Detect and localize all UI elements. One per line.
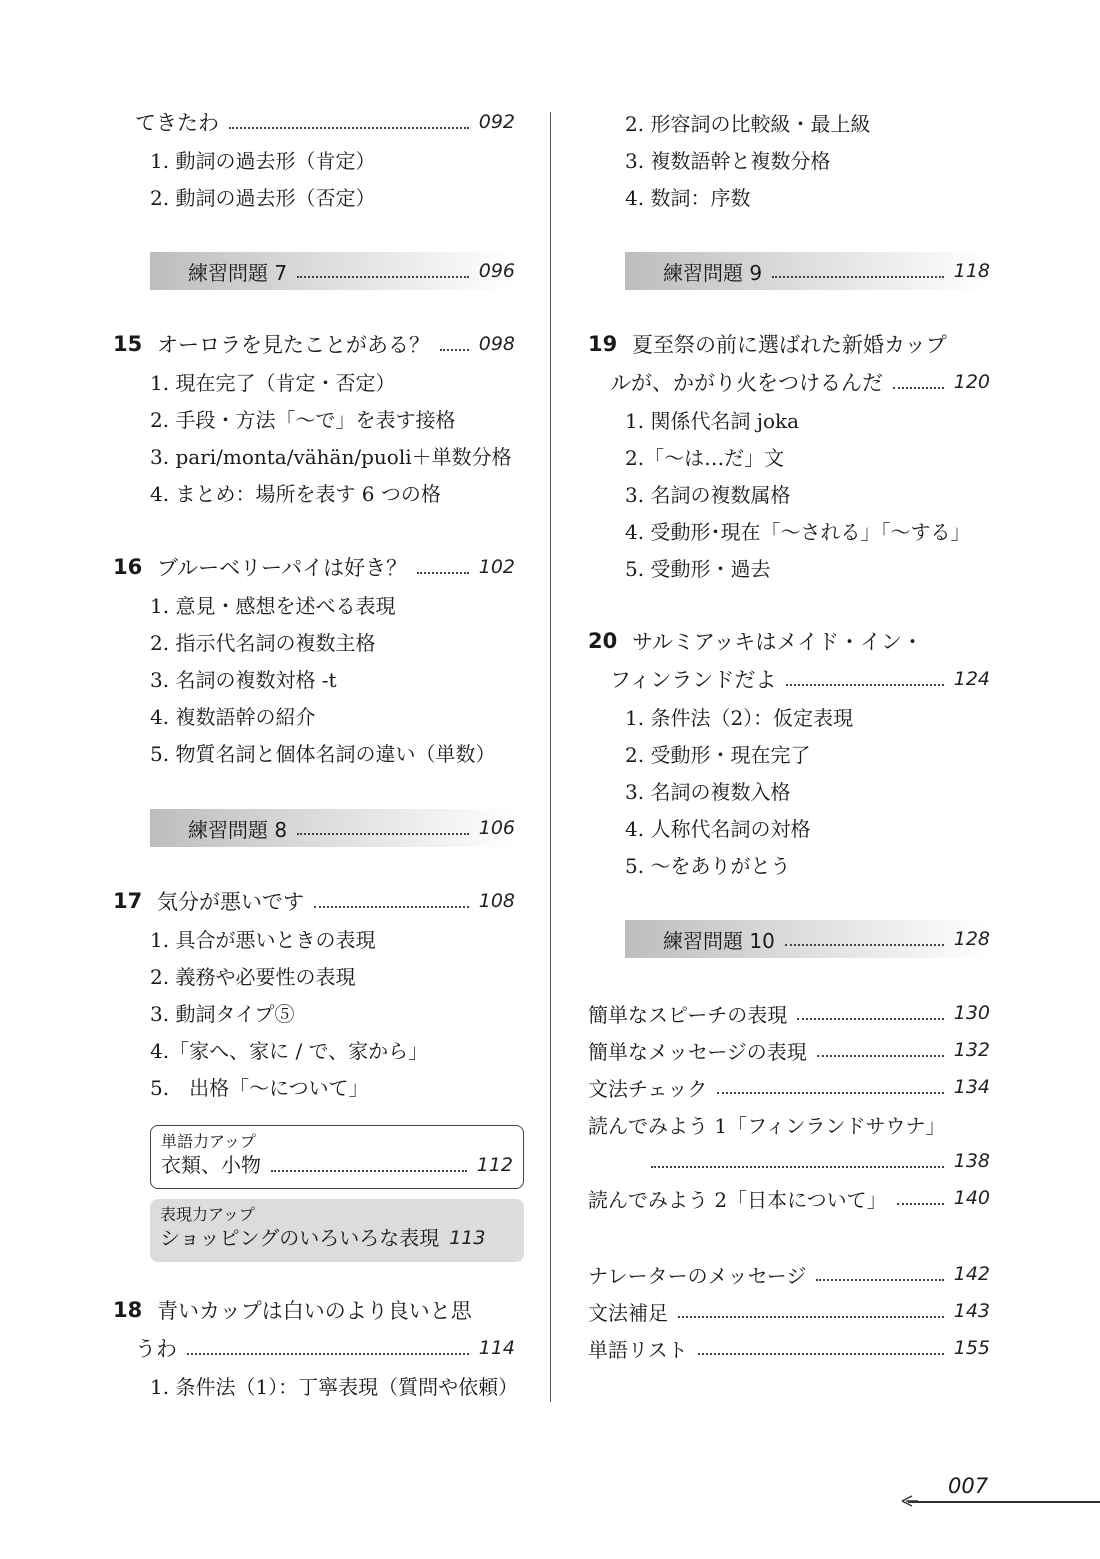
page-ref: 142 — [953, 1263, 990, 1285]
sub-item: 4. 数詞：序数 — [625, 185, 751, 210]
exercise-label: 練習問題 8 — [188, 817, 288, 842]
leader-dots — [187, 1353, 469, 1355]
lesson-20-heading-cont[interactable] — [610, 661, 990, 697]
leader-dots — [229, 127, 469, 129]
leader-dots — [678, 1316, 944, 1318]
sub-item: 2. 指示代名詞の複数主格 — [150, 630, 376, 655]
expression-box[interactable] — [150, 1199, 524, 1262]
box-title: ショッピングのいろいろな表現 — [160, 1226, 440, 1250]
page-ref: 134 — [953, 1076, 990, 1098]
lesson-number: 15 — [113, 332, 143, 356]
appendix-entry[interactable] — [588, 1293, 990, 1329]
appendix-entry[interactable] — [588, 1330, 990, 1366]
lesson-title: 気分が悪いです — [157, 890, 304, 914]
sub-item: 4. 受動形･現在「～される」「～する」 — [625, 519, 971, 544]
sub-item: 1. 関係代名詞 joka — [625, 408, 800, 433]
sub-item: 1. 意見・感想を述べる表現 — [150, 593, 396, 618]
exercise-label: 練習問題 10 — [663, 928, 775, 953]
sub-item: 5. ～をありがとう — [625, 853, 791, 878]
page-ref: 092 — [478, 111, 515, 133]
page-ref: 113 — [449, 1227, 486, 1249]
lesson-title: オーロラを見たことがある？ — [157, 333, 430, 357]
lesson-title-cont: うわ — [135, 1337, 177, 1361]
sub-item: 2. 手段・方法「～で」を表す接格 — [150, 407, 456, 432]
leader-dots — [297, 833, 469, 835]
sub-item: 4. 複数語幹の紹介 — [150, 704, 316, 729]
lesson-20-heading[interactable] — [588, 623, 923, 659]
sub-item: 4.「家へ、家に / で、家から」 — [150, 1038, 429, 1063]
sub-item: 5. 出格「～について」 — [150, 1075, 369, 1100]
sub-item: 2. 義務や必要性の表現 — [150, 964, 356, 989]
lesson-19-heading[interactable] — [588, 326, 947, 362]
appendix-entry[interactable] — [588, 995, 990, 1031]
sub-item: 3. 動詞タイプ⑤ — [150, 1001, 295, 1026]
leader-dots — [271, 1170, 467, 1172]
leader-dots — [698, 1353, 944, 1355]
page-ref: 096 — [478, 260, 515, 282]
entry-title: 文法チェック — [588, 1076, 708, 1101]
lesson-number: 18 — [113, 1298, 143, 1322]
sub-item: 2. 動詞の過去形（否定） — [150, 185, 376, 210]
exercise-band-10[interactable] — [625, 920, 990, 958]
page-ref: 124 — [953, 668, 990, 690]
vocab-box[interactable] — [150, 1125, 524, 1189]
leader-dots — [772, 276, 944, 278]
sub-item: 1. 条件法（2）：仮定表現 — [625, 705, 854, 730]
lesson-number: 16 — [113, 555, 143, 579]
page-ref: 102 — [478, 556, 515, 578]
entry-title: 文法補足 — [588, 1300, 668, 1325]
arrow-ornament-icon — [900, 1493, 920, 1509]
lesson-number: 19 — [588, 332, 618, 356]
page-ref: 143 — [953, 1300, 990, 1322]
leader-dots — [893, 387, 944, 389]
reading-1-page-line[interactable] — [651, 1143, 990, 1179]
leader-dots — [816, 1279, 943, 1281]
page-ref: 140 — [953, 1187, 990, 1209]
entry-title: 簡単なメッセージの表現 — [588, 1039, 807, 1064]
sub-item: 3. 名詞の複数属格 — [625, 482, 791, 507]
lesson-18-heading[interactable] — [113, 1292, 472, 1328]
lesson-15-heading[interactable] — [113, 326, 515, 362]
exercise-band-9[interactable] — [625, 252, 990, 290]
toc-entry-cont[interactable] — [135, 104, 515, 140]
page-footer — [900, 1470, 1100, 1510]
box-small-label: 単語力アップ — [161, 1132, 256, 1151]
lesson-17-heading[interactable] — [113, 883, 515, 919]
sub-item: 1. 動詞の過去形（肯定） — [150, 148, 376, 173]
lesson-number: 17 — [113, 889, 143, 913]
box-small-label: 表現力アップ — [160, 1205, 255, 1224]
sub-item: 2.「～は…だ」文 — [625, 445, 785, 470]
lesson-title: ブルーベリーパイは好き？ — [157, 556, 408, 580]
sub-item: 5. 物質名詞と個体名詞の違い（単数） — [150, 741, 496, 766]
lesson-19-heading-cont[interactable] — [610, 364, 990, 400]
sub-item: 1. 具合が悪いときの表現 — [150, 927, 376, 952]
page-ref: 128 — [953, 928, 990, 950]
lesson-title-cont: ルが、かがり火をつけるんだ — [610, 371, 883, 395]
lesson-16-heading[interactable] — [113, 549, 515, 585]
column-divider — [550, 112, 551, 1402]
footer-rule — [908, 1501, 1100, 1503]
leader-dots — [440, 349, 469, 351]
sub-item: 3. 複数語幹と複数分格 — [625, 148, 831, 173]
page-ref: 112 — [476, 1154, 513, 1176]
entry-title: 読んでみよう 2「日本について」 — [588, 1187, 887, 1212]
leader-dots — [717, 1092, 943, 1094]
page-ref: 138 — [953, 1150, 990, 1172]
page-ref: 098 — [478, 333, 515, 355]
page-ref: 114 — [478, 1337, 515, 1359]
leader-dots — [897, 1203, 944, 1205]
sub-item: 4. まとめ：場所を表す 6 つの格 — [150, 481, 441, 506]
page-ref: 118 — [953, 260, 990, 282]
lesson-title: サルミアッキはメイド・イン・ — [632, 630, 924, 654]
leader-dots — [651, 1166, 944, 1168]
lesson-title: 夏至祭の前に選ばれた新婚カップ — [632, 333, 947, 357]
page-ref: 108 — [478, 890, 515, 912]
sub-item: 5. 受動形・過去 — [625, 556, 771, 581]
entry-title: ナレーターのメッセージ — [588, 1263, 807, 1288]
sub-item: 4. 人称代名詞の対格 — [625, 816, 811, 841]
lesson-18-heading-cont[interactable] — [135, 1330, 515, 1366]
sub-item: 2. 受動形・現在完了 — [625, 742, 811, 767]
page-ref: 132 — [953, 1039, 990, 1061]
leader-dots — [314, 906, 469, 908]
appendix-entry[interactable] — [588, 1256, 990, 1292]
exercise-band-8[interactable] — [150, 809, 515, 847]
reading-2-entry[interactable] — [588, 1180, 990, 1216]
sub-item: 1. 現在完了（肯定・否定） — [150, 370, 396, 395]
leader-dots — [297, 276, 469, 278]
leader-dots — [786, 684, 943, 686]
sub-item: 3. 名詞の複数対格 -t — [150, 667, 337, 692]
leader-dots — [817, 1055, 944, 1057]
leader-dots — [797, 1018, 944, 1020]
exercise-label: 練習問題 7 — [188, 260, 288, 285]
page-ref: 120 — [953, 371, 990, 393]
entry-title: 簡単なスピーチの表現 — [588, 1002, 788, 1027]
leader-dots — [785, 944, 944, 946]
exercise-band-7[interactable] — [150, 252, 515, 290]
entry-title: 単語リスト — [588, 1337, 688, 1362]
page-ref: 106 — [478, 817, 515, 839]
box-title: 衣類、小物 — [161, 1153, 261, 1177]
entry-title: てきたわ — [135, 111, 219, 135]
page-ref: 130 — [953, 1002, 990, 1024]
appendix-entry[interactable] — [588, 1069, 990, 1105]
reading-1-title[interactable]: 読んでみよう 1「フィンランドサウナ」 — [588, 1113, 946, 1138]
lesson-title-cont: フィンランドだよ — [610, 668, 777, 692]
leader-dots — [417, 572, 469, 574]
lesson-title: 青いカップは白いのより良いと思 — [157, 1299, 472, 1323]
sub-item: 1. 条件法（1）：丁寧表現（質問や依頼） — [150, 1374, 519, 1399]
exercise-label: 練習問題 9 — [663, 260, 763, 285]
page-number: 007 — [948, 1474, 989, 1498]
sub-item: 3. pari/monta/vähän/puoli＋単数分格 — [150, 444, 512, 469]
lesson-number: 20 — [588, 629, 618, 653]
appendix-entry[interactable] — [588, 1032, 990, 1068]
sub-item: 2. 形容詞の比較級・最上級 — [625, 111, 871, 136]
page-ref: 155 — [953, 1337, 990, 1359]
sub-item: 3. 名詞の複数入格 — [625, 779, 791, 804]
